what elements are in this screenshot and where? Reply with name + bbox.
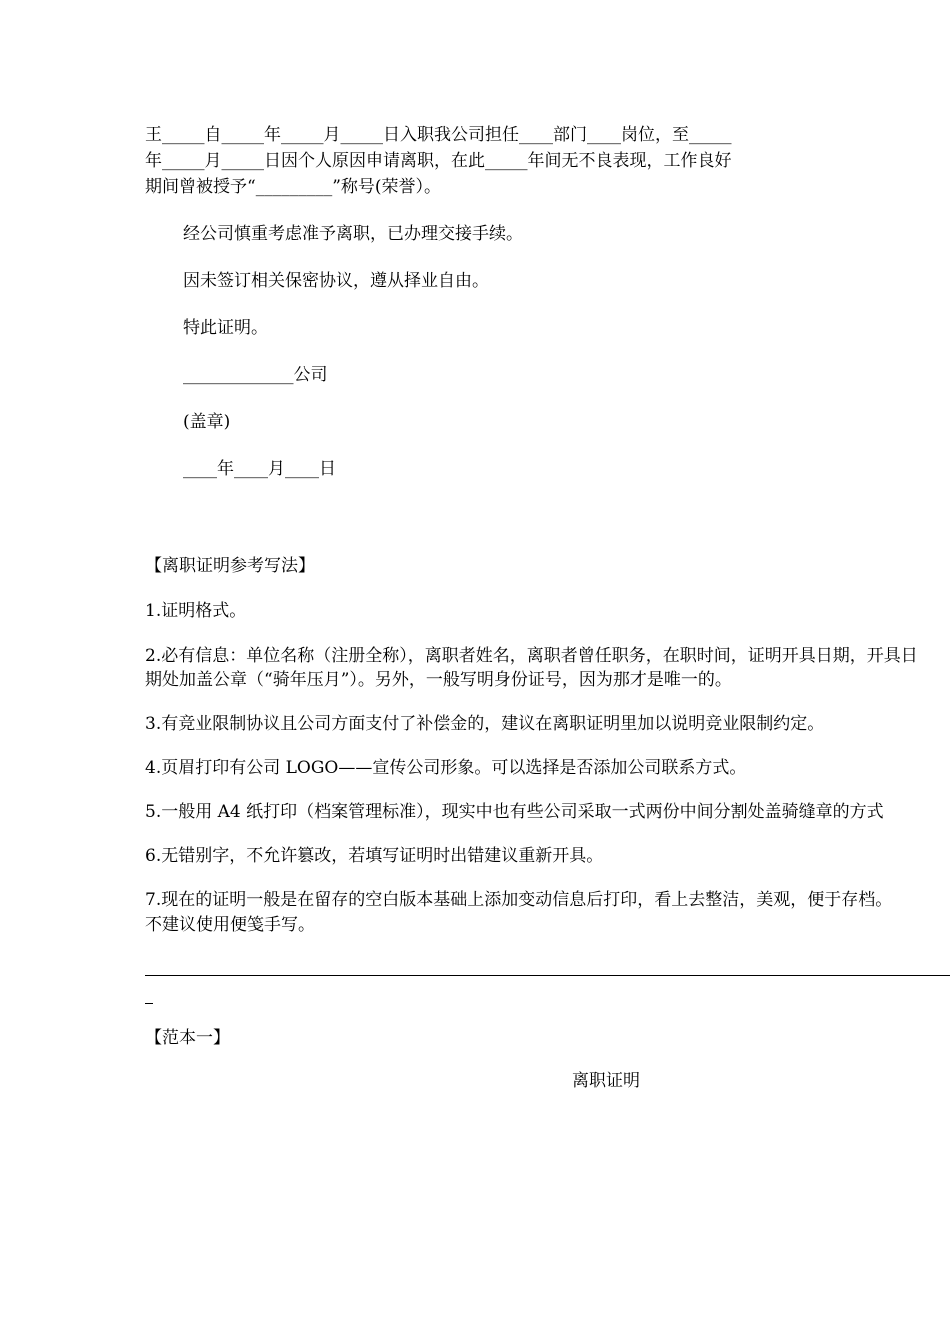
guide-heading: 【离职证明参考写法】	[145, 556, 315, 576]
guide-item-1: 1.证明格式。	[145, 601, 247, 621]
guide-item-6: 6.无错别字，不允许篡改，若填写证明时出错建议重新开具。	[145, 846, 604, 866]
company-signature-line: _____________公司	[183, 365, 328, 385]
guide-item-7: 7.现在的证明一般是在留存的空白版本基础上添加变动信息后打印，看上去整洁，美观，便于存档。	[145, 890, 893, 910]
certificate-line-2: 年_____月_____日因个人原因申请离职，在此_____年间无不良表现，工作良好	[145, 151, 732, 171]
guide-item-4: 4.页眉打印有公司 LOGO——宣传公司形象。可以选择是否添加公司联系方式。	[145, 758, 747, 778]
sample-title: 离职证明	[572, 1071, 640, 1091]
guide-item-2-cont: 期处加盖公章（“骑年压月”）。另外，一般写明身份证号，因为那才是唯一的。	[145, 670, 732, 690]
confidentiality-paragraph: 因未签订相关保密协议，遵从择业自由。	[183, 271, 489, 291]
guide-item-2: 2.必有信息：单位名称（注册全称），离职者姓名，离职者曾任职务，在职时间，证明开具日期，开具日	[145, 646, 918, 666]
guide-item-3: 3.有竞业限制协议且公司方面支付了补偿金的，建议在离职证明里加以说明竞业限制约定。	[145, 714, 825, 734]
date-line: ____年____月____日	[183, 459, 336, 479]
guide-item-7-cont: 不建议使用便笺手写。	[145, 915, 315, 935]
approval-paragraph: 经公司慎重考虑准予离职，已办理交接手续。	[183, 224, 523, 244]
guide-item-5: 5.一般用 A4 纸打印（档案管理标准），现实中也有些公司采取一式两份中间分割处盖骑缝章的方式	[145, 802, 884, 822]
closing-paragraph: 特此证明。	[183, 318, 268, 338]
certificate-line-1: 王_____自_____年_____月_____日入职我公司担任____部门____岗位，至_____	[145, 125, 732, 145]
seal-label: (盖章)	[183, 412, 231, 432]
sample-heading: 【范本一】	[145, 1028, 230, 1048]
separator-dash	[145, 1003, 153, 1004]
certificate-line-3: 期间曾被授予“_________”称号(荣誉）。	[145, 177, 442, 197]
separator-rule	[145, 975, 950, 976]
